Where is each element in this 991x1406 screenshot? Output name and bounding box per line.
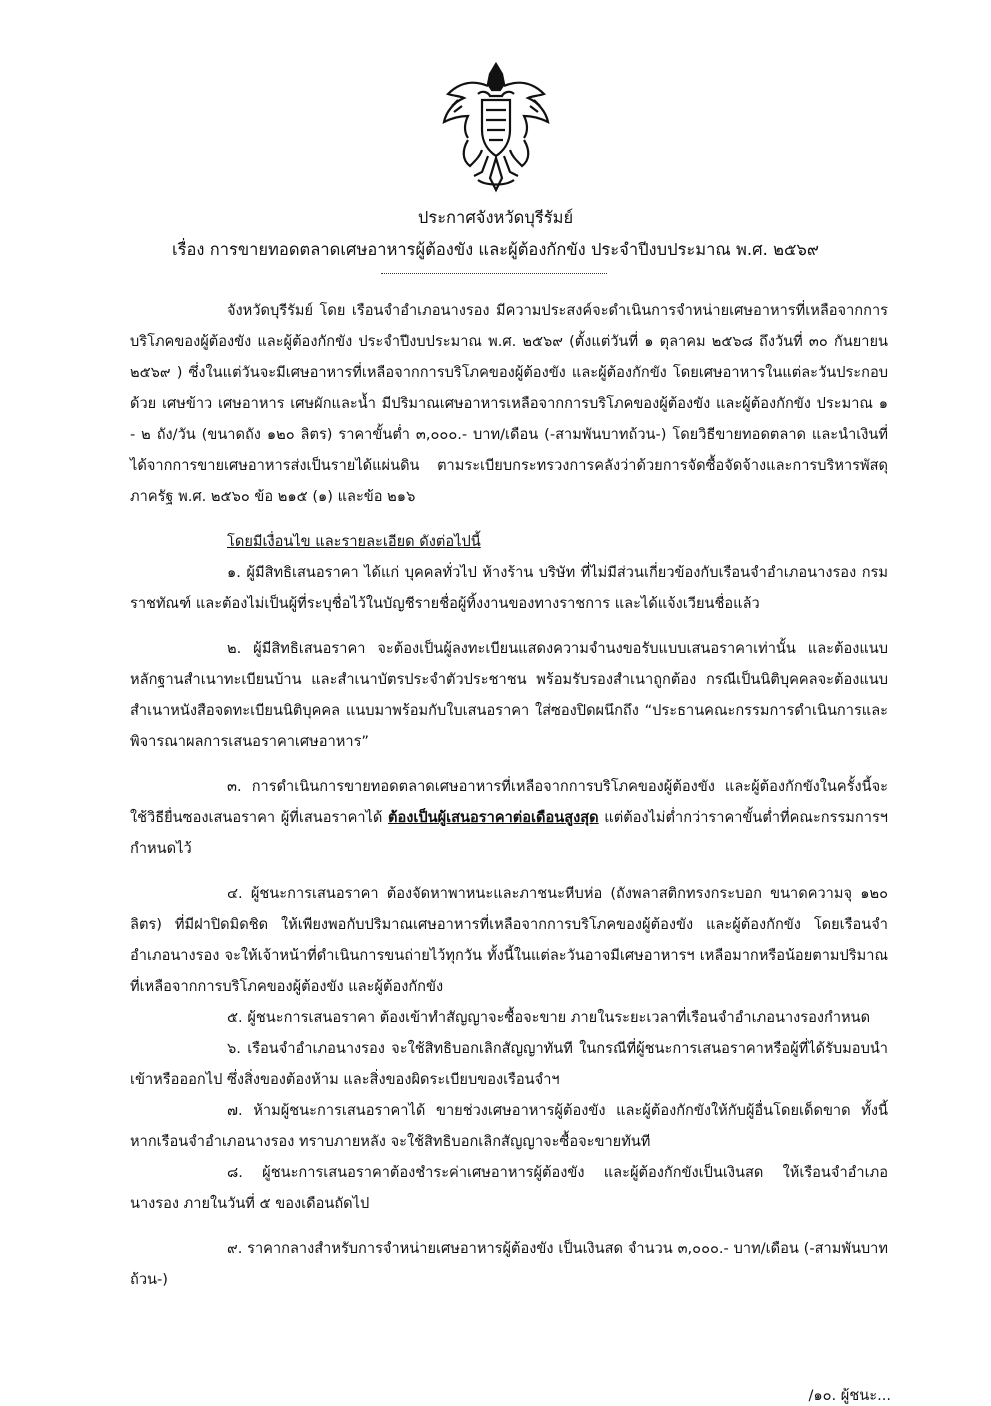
condition-item-8: ๘. ผู้ชนะการเสนอราคาต้องชำระค่าเศษอาหารผู้ต้องขัง และผู้ต้องกักขังเป็นเงินสด ให้เรือนจำอำเภอนางรอง ภายในวันที่ ๕ ของเดือนถัดไป bbox=[130, 1164, 888, 1212]
condition-item-2: ๒. ผู้มีสิทธิเสนอราคา จะต้องเป็นผู้ลงทะเบียนแสดงความจำนงขอรับแบบเสนอราคาเท่านั้น และต้องแนบหลักฐานสำเนาทะเบียนบ้าน และสำเนาบัตรประจำตัวประชาชน พร้อมรับรองสำเนาถูกต้อง กรณีเป็นนิติบุคคลจะต้องแนบสำเนาหนังสือจดทะเบียนนิติบุคคล แนบมาพร้อมกับใบเสนอราคา ใส่ซองปิดผนึกถึง “ประธานคณะกรรมการดำเนินการและพิจารณาผลการเสนอราคาเศษอาหาร” bbox=[130, 640, 888, 750]
conditions-heading bbox=[130, 526, 888, 557]
condition-item-3-emphasis: ต้องเป็นผู้เสนอราคาต่อเดือนสูงสุด bbox=[388, 809, 599, 826]
garuda-emblem-icon bbox=[438, 60, 554, 200]
condition-item-9: ๙. ราคากลางสำหรับการจำหน่ายเศษอาหารผู้ต้องขัง เป็นเงินสด จำนวน ๓,๐๐๐.- บาท/เดือน (-สามพันบาทถ้วน-) bbox=[130, 1240, 888, 1288]
announcement-body bbox=[130, 295, 888, 1295]
condition-item-4: ๔. ผู้ชนะการเสนอราคา ต้องจัดหาพาหนะและภาชนะหีบห่อ (ถังพลาสติกทรงกระบอก ขนาดความจุ ๑๒๐ ลิตร) ที่มีฝาปิดมิดชิด ให้เพียงพอกับปริมาณเศษอาหารที่เหลือจากการบริโภคของผู้ต้องขัง และผู้ต้องกักขัง โดยเรือนจำอำเภอนางรอง จะให้เจ้าหน้าที่ดำเนินการขนถ่ายไว้ทุกวัน ทั้งนี้ในแต่ละวันอาจมีเศษอาหารฯ เหลือมากหรือน้อยตามปริมาณที่เหลือจากการบริโภคของผู้ต้องขัง และผู้ต้องกักขัง bbox=[130, 885, 888, 995]
subject-line: เรื่อง การขายทอดตลาดเศษอาหารผู้ต้องขัง และผู้ต้องกักขัง ประจำปีงบประมาณ พ.ศ. ๒๕๖๙ bbox=[171, 240, 819, 259]
condition-item-7: ๗. ห้ามผู้ชนะการเสนอราคาได้ ขายช่วงเศษอาหารผู้ต้องขัง และผู้ต้องกักขังให้กับผู้อื่นโดยเด็ดขาด ทั้งนี้หากเรือนจำอำเภอนางรอง ทราบภายหลัง จะใช้สิทธิบอกเลิกสัญญาจะซื้อจะขายทันที bbox=[130, 1102, 888, 1150]
continuation-marker: /๑๐. ผู้ชนะ... bbox=[808, 1387, 891, 1404]
condition-item-3-tail: แต่ต้องไม่ต่ำกว่าราคาขั้นต่ำที่คณะกรรมการฯ กำหนดไว้ bbox=[130, 809, 888, 857]
condition-item-3-text: ๓. การดำเนินการขายทอดตลาดเศษอาหารที่เหลือจากการบริโภคของผู้ต้องขัง และผู้ต้องกักขังในครั้งนี้จะใช้วิธียื่นซองเสนอราคา ผู้ที่เสนอราคาได้ bbox=[130, 778, 888, 826]
intro-paragraph: จังหวัดบุรีรัมย์ โดย เรือนจำอำเภอนางรอง มีความประสงค์จะดำเนินการจำหน่ายเศษอาหารที่เหลือจากการบริโภคของผู้ต้องขัง และผู้ต้องกักขัง ประจำปีงบประมาณ พ.ศ. ๒๕๖๙ (ตั้งแต่วันที่ ๑ ตุลาคม ๒๕๖๘ ถึงวันที่ ๓๐ กันยายน ๒๕๖๙ ) ซึ่งในแต่วันจะมีเศษอาหารที่เหลือจากการบริโภคของผู้ต้องขัง และผู้ต้องกักขัง โดยเศษอาหารในแต่ละวันประกอบด้วย เศษข้าว เศษอาหาร เศษผักและน้ำ มีปริมาณเศษอาหารเหลือจากการบริโภคของผู้ต้องขัง และผู้ต้องกักขัง ประมาณ ๑ - ๒ ถัง/วัน (ขนาดถัง ๑๒๐ ลิตร) ราคาขั้นต่ำ ๓,๐๐๐.- บาท/เดือน (-สามพันบาทถ้วน-) โดยวิธีขายทอดตลาด และนำเงินที่ได้จากการขายเศษอาหารส่งเป็นรายได้แผ่นดิน ตามระเบียบกระทรวงการคลังว่าด้วยการจัดซื้อจัดจ้างและการบริหารพัสดุภาครัฐ พ.ศ. ๒๕๖๐ ข้อ ๒๑๕ (๑) และข้อ ๒๑๖ bbox=[130, 302, 888, 505]
condition-item-6: ๖. เรือนจำอำเภอนางรอง จะใช้สิทธิบอกเลิกสัญญาทันที ในกรณีที่ผู้ชนะการเสนอราคาหรือผู้ที่ได้รับมอบนำเข้าหรือออกไป ซึ่งสิ่งของต้องห้าม และสิ่งของผิดระเบียบของเรือนจำฯ bbox=[130, 1040, 888, 1088]
condition-item-1: ๑. ผู้มีสิทธิเสนอราคา ได้แก่ บุคคลทั่วไป ห้างร้าน บริษัท ที่ไม่มีส่วนเกี่ยวข้องกับเรือนจำอำเภอนางรอง กรมราชทัณฑ์ และต้องไม่เป็นผู้ที่ระบุชื่อไว้ในบัญชีรายชื่อผู้ทิ้งงานของทางราชการ และได้แจ้งเวียนชื่อแล้ว bbox=[130, 564, 888, 612]
condition-item-5: ๕. ผู้ชนะการเสนอราคา ต้องเข้าทำสัญญาจะซื้อจะขาย ภายในระยะเวลาที่เรือนจำอำเภอนางรองกำหนด bbox=[227, 1009, 871, 1026]
condition-item-3 bbox=[130, 771, 888, 864]
page-title: ประกาศจังหวัดบุรีรัมย์ bbox=[417, 208, 574, 227]
dotted-divider bbox=[381, 273, 607, 274]
conditions-heading-text: โดยมีเงื่อนไข และรายละเอียด ดังต่อไปนี้ bbox=[227, 533, 481, 550]
